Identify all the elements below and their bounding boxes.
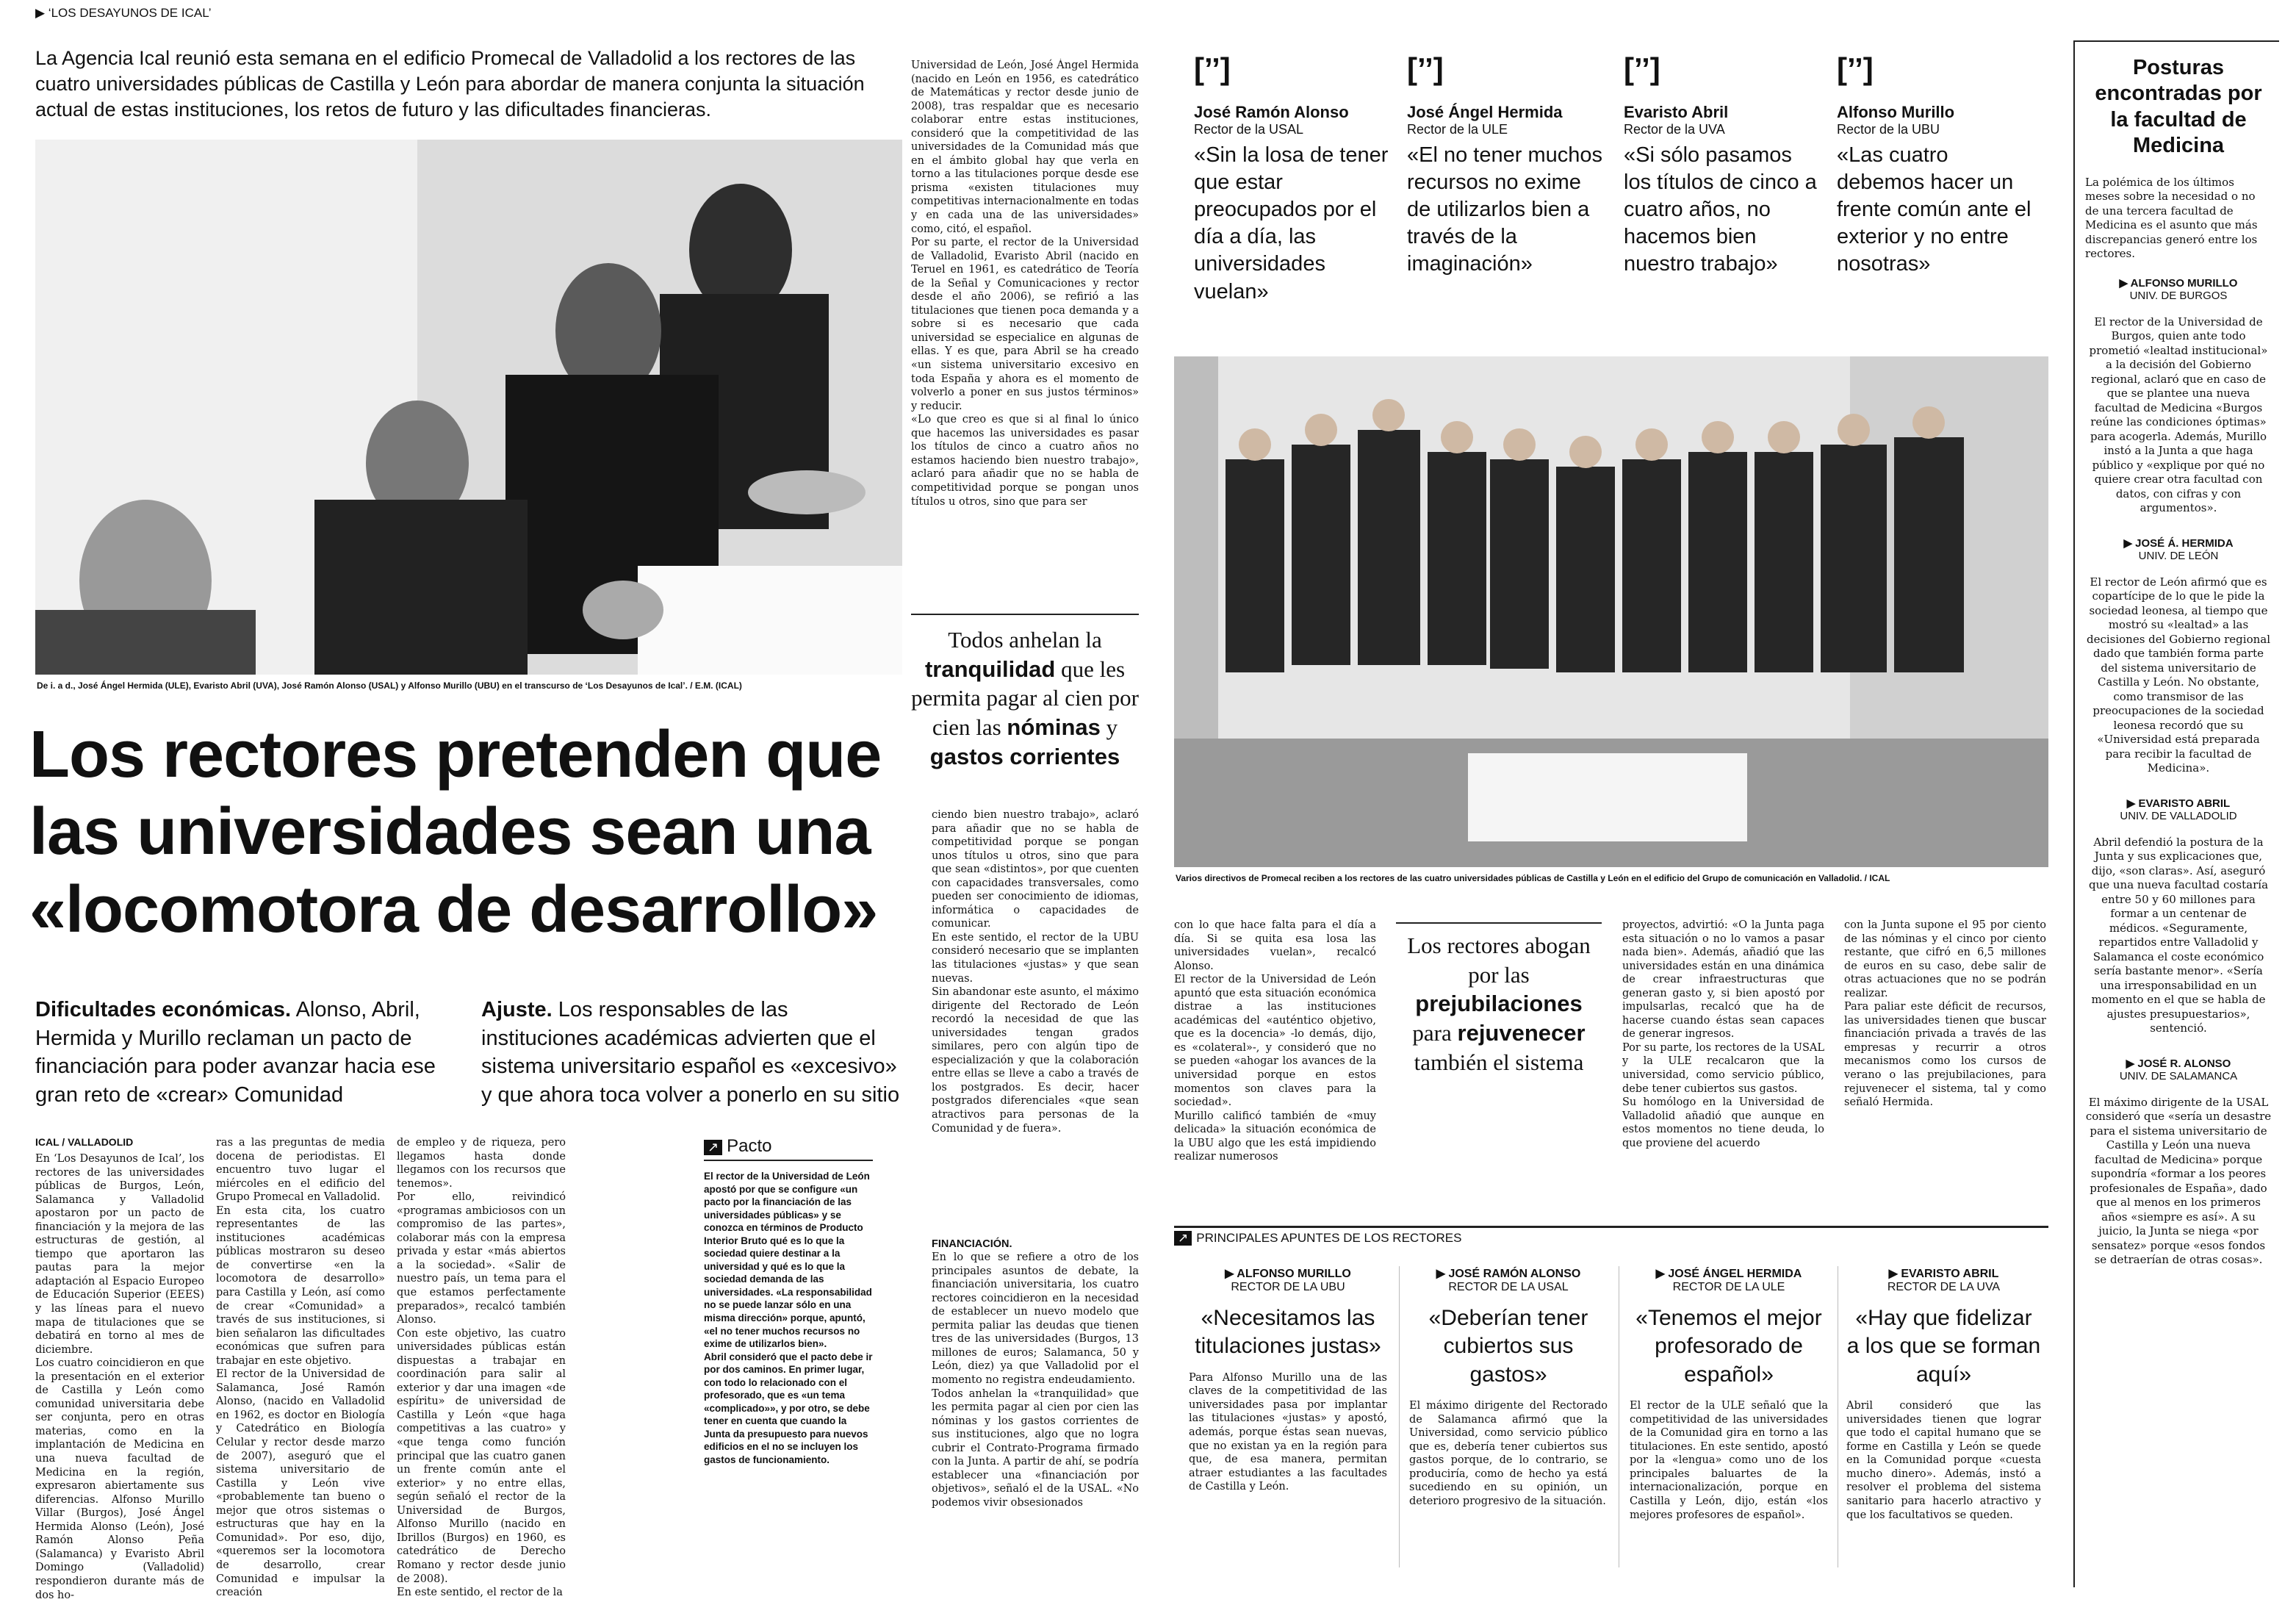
pacto-icon: ↗ bbox=[704, 1140, 722, 1155]
apunte-card bbox=[1189, 1266, 1387, 1494]
sidebar-entry-uni: UNIV. DE SALAMANCA bbox=[2119, 1069, 2238, 1082]
quote-mark-icon: [’’] bbox=[1194, 51, 1231, 86]
sidebar-entry bbox=[2085, 276, 2272, 516]
sidebar-entry bbox=[2085, 536, 2272, 776]
quote-name: José Ángel Hermida bbox=[1407, 103, 1563, 121]
apunte-name: ▶ JOSÉ ÁNGEL HERMIDA bbox=[1655, 1268, 1802, 1280]
apunte-name: ▶ JOSÉ RAMÓN ALONSO bbox=[1436, 1268, 1581, 1280]
quote-text: «Si sólo pasamos los títulos de cinco a cuatro años, no hacemos bien nuestro trabajo» bbox=[1624, 143, 1817, 276]
right-col1: con lo que hace falta para el día a día. Si se quita esa losa las universidades vuelan», recalcó Alonso. El rector de la Universidad de León apuntó que esta situación económica distrae a las instituciones académicas del «auténtico objetivo, que es la docencia» -lo demás, dijo, es «colateral»-, y consideró que no se pueden «ahogar los avances de la universidad porque en estos momentos son claves para la sociedad». Murillo calificó también de «muy delicada» la situación económica de la UBU algo que les está impidiendo realizar numerosos bbox=[1174, 919, 1376, 1163]
byline: ICAL / VALLADOLID bbox=[35, 1136, 134, 1148]
apunte-uni: RECTOR DE LA UBU bbox=[1231, 1281, 1345, 1293]
triangle-icon: ▶ bbox=[2123, 536, 2136, 550]
triangle-icon: ▶ bbox=[2126, 797, 2139, 810]
sidebar-entry-name: ▶ JOSÉ Á. HERMIDA bbox=[2123, 536, 2234, 550]
apunte-quote: «Tenemos el mejor profesorado de español» bbox=[1635, 1306, 1822, 1387]
apuntes-box bbox=[1174, 1226, 2048, 1578]
rectors-photo bbox=[35, 140, 902, 675]
apunte-card bbox=[1846, 1266, 2041, 1522]
sidebar-entry bbox=[2085, 1057, 2272, 1268]
apunte-card bbox=[1630, 1266, 1828, 1522]
triangle-icon: ▶ bbox=[2119, 276, 2131, 290]
pacto-box bbox=[704, 1136, 873, 1467]
apuntes-icon: ↗ bbox=[1174, 1231, 1192, 1246]
apunte-uni: RECTOR DE LA USAL bbox=[1448, 1281, 1569, 1293]
subhead-right-text: Los responsables de las instituciones académicas advierten que el sistema universitario español es «excesivo» y que ahora toca volver a ponerlo en su sitio bbox=[481, 998, 900, 1107]
subhead-left-text: Alonso, Abril, Hermida y Murillo reclaman un pacto de financiación para poder avanzar hacia ese gran reto de «crear» Comunidad bbox=[35, 998, 436, 1107]
sidebar-entry-text: El rector de León afirmó que es copartícipe de lo que le pide la sociedad leonesa, al tiempo que mostró su «lealtad» a las decisiones del Gobierno regional dado que también forma parte del sistema universitario de Castilla y León. No obstante, como transmisor de las preocupaciones de la sociedad leonesa recordó que su «Universidad está preparada para recibir la facultad de Medicina». bbox=[2086, 575, 2271, 775]
body-col2: ras a las preguntas de media docena de periodistas. El encuentro tuvo lugar el miércoles en el edificio del Grupo Promecal en Valladolid. En esta cita, los cuatro representantes de las instituciones académicas públicas mostraron su deseo de convertirse «en la locomotora de desarrollo» para Castilla y León, así como de crear «Comunidad» a través de sus instituciones, si bien señalaron las dificultades económicas que sufren para trabajar en este objetivo. El rector de la Universidad de Salamanca, José Ramón Alonso, (nacido en Valladolid en 1962, es doctor en Biología y Catedrático en Biología Celular y rector desde marzo de 2007), aseguró que el sistema universitario de Castilla y León vive «probablemente tan bueno o mejor que otros sistemas o estructuras que hay en la Comunidad». Por eso, dijo, «queremos ser la locomotora de desarrollo, crear Comunidad e impulsar la creación bbox=[216, 1137, 385, 1599]
financiacion: FINANCIACIÓN. En lo que se refiere a otro de los principales asuntos de debate, la financiación universitaria, los cuatro rectores coincidieron en la necesidad de establecer un nuevo modelo que permita paliar las deudas que tienen tres de las universidades (Burgos, 13 millones de euros; Salamanca, 50 y León, diez) ya que Valladolid por el momento no registra endeudamiento. Todos anhelan la «tranquilidad» que les permita pagar al cien por cien las nóminas y los gastos corrientes de sus instituciones, algo que no logra cubrir el Contrato-Programa firmado con la Junta. A partir de ahí, se podría establecer una «financiación por objetivos», señaló el de la USAL. «No podemos vivir obsesionados bbox=[932, 1238, 1139, 1509]
quote-text: «Las cuatro debemos hacer un frente común ante el exterior y no entre nosotras» bbox=[1837, 143, 2032, 276]
triangle-icon: ▶ bbox=[1225, 1268, 1237, 1280]
sidebar-entry-name: ▶ EVARISTO ABRIL bbox=[2126, 797, 2231, 810]
sidebar-entry-uni: UNIV. DE VALLADOLID bbox=[2120, 809, 2237, 822]
apunte-uni: RECTOR DE LA ULE bbox=[1672, 1281, 1785, 1293]
body-col1: En ‘Los Desayunos de Ical’, los rectores de las universidades públicas de Burgos, León, Salamanca y Valladolid apostaron por un pacto de financiación y la mejora de las estructuras de gestión, al tiempo que aportaron las pautas para la mejor adaptación al Espacio Europeo de Educación Superior (EEES) y las líneas para el nuevo mapa de titulaciones que se debatirá en torno al mes de diciembre. Los cuatro coincidieron en que la presentación en el exterior de Castilla y León como comunidad universitaria debe ser conjunta, pero en otras materias, como en la implantación de Medicina en una nueva facultad de Medicina en la región, expresaron abiertamente sus diferencias. Alfonso Murillo Villar (Burgos), José Ángel Hermida Alonso (León), José Ramón Alonso Peña (Salamanca) y Evaristo Abril Domingo (Valladolid) respondieron durante más de dos ho- bbox=[35, 1153, 204, 1601]
apunte-quote: «Deberían tener cubiertos sus gastos» bbox=[1428, 1306, 1588, 1387]
quote-name: Evaristo Abril bbox=[1624, 103, 1729, 121]
apunte-text: Para Alfonso Murillo una de las claves de la competitividad de las universidades pasa por implantar las titulaciones «justas» y apostó, además, porque éstas sean nuevas, que no existan ya en la región para que, de esa manera, permitan atraer estudiantes a las facultades de Castilla y León. bbox=[1189, 1371, 1387, 1493]
quote-role: Rector de la USAL bbox=[1194, 122, 1304, 137]
apunte-name: ▶ ALFONSO MURILLO bbox=[1225, 1268, 1351, 1280]
sidebar-entry-text: Abril defendió la postura de la Junta y sus explicaciones que, dijo, «son claras». Así, aseguró que una nueva facultad costaría entre 50 y 60 millones para formar a un centenar de médicos. «Seguramente, repartidos entre Valladolid y Salamanca el coste económico sería bastante menor». «Sería una irresponsabilidad en un momento en el que se habla de ajustes presupuestarios», sentenció. bbox=[2088, 835, 2269, 1035]
sidebar-intro: La polémica de los últimos meses sobre la necesidad o no de una tercera facultad de Medicina es el asunto que más discrepancias generó entre los rectores. bbox=[2085, 175, 2258, 260]
triangle-icon: ▶ bbox=[1436, 1268, 1449, 1280]
apunte-card bbox=[1409, 1266, 1608, 1509]
subhead-right bbox=[481, 996, 907, 1109]
photo1-caption: De i. a d., José Ángel Hermida (ULE), Evaristo Abril (UVA), José Ramón Alonso (USAL) y Alfonso Murillo (UBU) en el transcurso de ‘Los Desayunos de Ical’. / E.M. (ICAL) bbox=[37, 680, 742, 691]
sidebar-entry-name: ▶ ALFONSO MURILLO bbox=[2119, 276, 2238, 290]
pacto-header: ↗ Pacto bbox=[704, 1136, 873, 1161]
quote-name: Alfonso Murillo bbox=[1837, 103, 1955, 121]
triangle-icon: ▶ bbox=[1655, 1268, 1669, 1280]
subhead-left bbox=[35, 996, 461, 1109]
quote-role: Rector de la UBU bbox=[1837, 122, 1940, 137]
headline: Los rectores pretenden que las universidades sean una «locomotora de desarrollo» bbox=[29, 718, 882, 947]
quote-mark-icon: [’’] bbox=[1407, 51, 1444, 86]
apunte-quote: «Hay que fidelizar a los que se forman aquí» bbox=[1846, 1306, 2041, 1387]
quote-mark-icon: [’’] bbox=[1837, 51, 1874, 86]
apunte-name: ▶ EVARISTO ABRIL bbox=[1888, 1268, 1999, 1280]
group-photo-image bbox=[1174, 356, 2048, 867]
quote-card bbox=[1194, 51, 1392, 306]
triangle-icon: ▶ bbox=[2126, 1057, 2138, 1070]
sidebar-entry-text: El rector de la Universidad de Burgos, quien ante todo prometió «lealtad institucional» a la decisión del Gobierno regional, aclaró que en caso de que se plantee una nueva facultad de Medicina «Burgos reúne las condiciones óptimas» para acogerla. Además, Murillo instó a la Junta a que haga público y «explique por qué no quiere crear otra facultad con datos, con cifras y con argumentos». bbox=[2089, 315, 2268, 514]
body-col5-top: Universidad de León, José Ángel Hermida (nacido en León en 1956, es catedrático de Matemáticas y rector desde junio de 2008), tras respaldar que es necesario colaborar entre estas instituciones, consideró que la competitividad de las universidades de la Comunidad más que en el ámbito global hay que verla en torno a las titulaciones porque desde ese prisma «existen titulaciones muy competitivas internacionalmente en todas y en cada una de las universidades» como, citó, el español. Por su parte, el rector de la Universidad de Valladolid, Evaristo Abril (nacido en Teruel en 1961, es catedrático de Teoría de la Señal y Comunicaciones y rector desde el año 2006), se refirió a las titulaciones que tienen poca demanda y a sobre si es necesario que cada universidad se especialice en algunas de ellas. Y es que, para Abril se ha creado «un sistema universitario excesivo en toda España y ahora es el momento de volverlo a poner en sus justos términos» y reducir. «Lo que creo es que si al final lo único que hacemos las universidades es pasar los títulos de cinco a cuatro años no estamos haciendo bien nuestro trabajo», aclaró para añadir que no se habla de competitividad porque se pongan unos títulos u otros, sino que para ser bbox=[911, 60, 1139, 508]
body-col5-bottom: ciendo bien nuestro trabajo», aclaró para añadir que no se habla de competitividad porque se pongan unos títulos u otros, sino que para que sean «distintos», por que cuenten con capacidades transversales, como pueden ser conocimiento de idiomas, informática o capacidades de comunicar. En este sentido, el rector de la UBU consideró necesario que se implanten las titulaciones «justas» y que sean nuevas. Sin abandonar este asunto, el máximo dirigente del Rectorado de León recordó la necesidad de que las universidades tengan grados similares, pero con algún tipo de especialización y que la colaboración entre ellas se lleve a cabo a través de los postgrados. Es decir, hacer postgrados diferenciales «que sean atractivos para personas de la Comunidad y de fuera». bbox=[932, 809, 1139, 1135]
sidebar-entry bbox=[2085, 797, 2272, 1036]
sidebar-entry-uni: UNIV. DE LEÓN bbox=[2138, 549, 2219, 562]
intro-text: La Agencia Ical reunió esta semana en el edificio Promecal de Valladolid a los rectores de las cuatro universidades públicas de Castilla y León para abordar de manera conjunta la situación actual de estas instituciones, los retos de futuro y las dificultades financieras. bbox=[35, 47, 865, 121]
pull-quote-1: Todos anhelan la tranquilidad que les permita pagar al cien por cien las nóminas y gastos corrientes bbox=[911, 614, 1139, 771]
apunte-text: El máximo dirigente del Rectorado de Salamanca afirmó que la Universidad, como servicio público que es, debería tener cubiertos sus gastos porque, de lo contrario, se produciría, como de hecho ya está sucediendo en su opinión, un deterioro progresivo de la situación. bbox=[1409, 1400, 1608, 1507]
quote-card bbox=[1407, 51, 1605, 279]
arrow-icon: ▶ bbox=[35, 6, 48, 20]
body-col3: de empleo y de riqueza, pero llegamos hasta donde llegamos con los recursos que tenemos». Por ello, reivindicó «programas ambiciosos con un compromiso de las partes», colaborar más con la empresa privada y estar «más abiertos a la sociedad». «Salir de nuestro país, un tema para el que estamos perfectamente preparados», recalcó también Alonso. Con este objetivo, las cuatro universidades públicas están dispuestas a trabajar en coordinación para salir al exterior y dar una imagen «de espíritu» de universidad de Castilla y León «que haga competitivas a las cuatro» y «que tenga como función principal que las cuatro ganen un frente común ante el exterior» y no entre ellas, según señaló el rector de la Universidad de Burgos, Alfonso Murillo (nacido en Ibrillos (Burgos) en 1960, es catedrático de Derecho Romano y rector desde junio de 2008). En este sentido, el rector de la bbox=[397, 1137, 566, 1599]
quote-text: «El no tener muchos recursos no exime de utilizarlos bien a través de la imaginación» bbox=[1407, 143, 1602, 276]
photo2-caption: Varios directivos de Promecal reciben a los rectores de las cuatro universidades públicas de Castilla y León en el edificio del Grupo de comunicación en Valladolid. / ICAL bbox=[1176, 873, 1890, 883]
sidebar-title: Posturas encontradas por la facultad de Medicina bbox=[2095, 56, 2262, 158]
pacto-text: El rector de la Universidad de León apostó por que se configure «un pacto por la financiación de las universidades públicas» y se conozca en términos de Producto Interior Bruto qué es lo que la sociedad quiere destinar a la universidad y qué es lo que la sociedad demanda de las universidades. «La responsabilidad no se puede lanzar sólo en una misma dirección» porque, apuntó, «el no tener muchos recursos no exime de utilizarlos bien». Abril consideró que el pacto debe ir por dos caminos. En primer lugar, con todo lo relacionado con el profesorado, que es «un tema «complicado»», y por otro, se debe tener en cuenta que cuando la Junta da presupuesto para nuevos edificios en el no se incluyen los gastos de funcionamiento. bbox=[704, 1171, 873, 1466]
quote-text: «Sin la losa de tener que estar preocupados por el día a día, las universidades vuelan» bbox=[1194, 143, 1389, 303]
apuntes-header: ↗ PRINCIPALES APUNTES DE LOS RECTORES bbox=[1174, 1231, 2048, 1246]
medicina-sidebar bbox=[2073, 40, 2279, 1587]
apunte-text: Abril consideró que las universidades tienen que lograr que todo el capital humano que se forme en Castilla y León se quede en la Comunidad porque «cuesta mucho dinero». Además, instó a resolver el problema del sistema sanitario para hacerlo atractivo y que los facultativos se queden. bbox=[1846, 1400, 2041, 1521]
quote-role: Rector de la ULE bbox=[1407, 122, 1508, 137]
subhead-left-lead: Dificultades económicas. bbox=[35, 998, 292, 1021]
divider bbox=[1399, 1266, 1400, 1567]
pull-quote-2: Los rectores abogan por las prejubilaciones para rejuvenecer también el sistema bbox=[1396, 922, 1602, 1077]
sidebar-entry-uni: UNIV. DE BURGOS bbox=[2129, 289, 2228, 302]
section-tag: ▶ ‘LOS DESAYUNOS DE ICAL’ bbox=[35, 6, 212, 20]
sidebar-entry-text: El máximo dirigente de la USAL consideró que «sería un desastre para el sistema universitario de Castilla y León una nueva facultad de Medicina» porque supondría «formar a los peores profesionales de España», dado que al menos en los primeros años «siempre es así». A su juicio, la Junta se niega «por sensatez» porque «esos fondos se detraerían de otras cosas». bbox=[2085, 1095, 2272, 1266]
quotes-row bbox=[1194, 51, 2046, 331]
apunte-quote: «Necesitamos las titulaciones justas» bbox=[1195, 1306, 1381, 1359]
right-col4: con la Junta supone el 95 por ciento de las nóminas y el cinco por ciento restante, que cifró en 6,5 millones de euros en su caso, debe salir de otras actuaciones que no se podrán realizar. Para paliar este déficit de recursos, las universidades tienen que buscar financiación privada a través de las empresas y recurrir a otros mecanismos como los cursos de verano o las prejubilaciones, para rejuvenecer el sistema, tal y como señaló Hermida. bbox=[1844, 919, 2046, 1109]
quote-role: Rector de la UVA bbox=[1624, 122, 1725, 137]
apunte-text: El rector de la ULE señaló que la competitividad de las universidades de la Comunidad gira en torno a las titulaciones. En este sentido, apostó por la «lengua» como uno de los principales baluartes de la internacionalización, porque en Castilla y León, dijo, están «los mejores profesores de español». bbox=[1630, 1400, 1828, 1521]
quote-card bbox=[1624, 51, 1822, 279]
quote-mark-icon: [’’] bbox=[1624, 51, 1660, 86]
quote-name: José Ramón Alonso bbox=[1194, 103, 1349, 121]
right-col3: proyectos, advirtió: «O la Junta paga esta situación o no lo vamos a pasar nada bien». Además, añadió que las universidades están en una dinámica de crear infraestructuras que generan gasto y, si bien apostó por impulsarlas, recalcó que ha de hacerse cuando éstas sean capaces de generar ingresos. Por su parte, los rectores de la USAL y la ULE recalcaron que la universidad, como servicio público, debe tener cubiertos sus gastos. Su homólogo en la Universidad de Valladolid añadió que aunque en estos momentos no tiene deuda, lo que proviene del acuerdo bbox=[1622, 919, 1824, 1149]
sidebar-entry-name: ▶ JOSÉ R. ALONSO bbox=[2126, 1057, 2231, 1070]
quote-card bbox=[1837, 51, 2035, 279]
subhead-right-lead: Ajuste. bbox=[481, 998, 553, 1021]
triangle-icon: ▶ bbox=[1888, 1268, 1901, 1280]
rectors-photo-image bbox=[35, 140, 902, 675]
group-photo bbox=[1174, 356, 2048, 867]
apunte-uni: RECTOR DE LA UVA bbox=[1887, 1281, 2001, 1293]
